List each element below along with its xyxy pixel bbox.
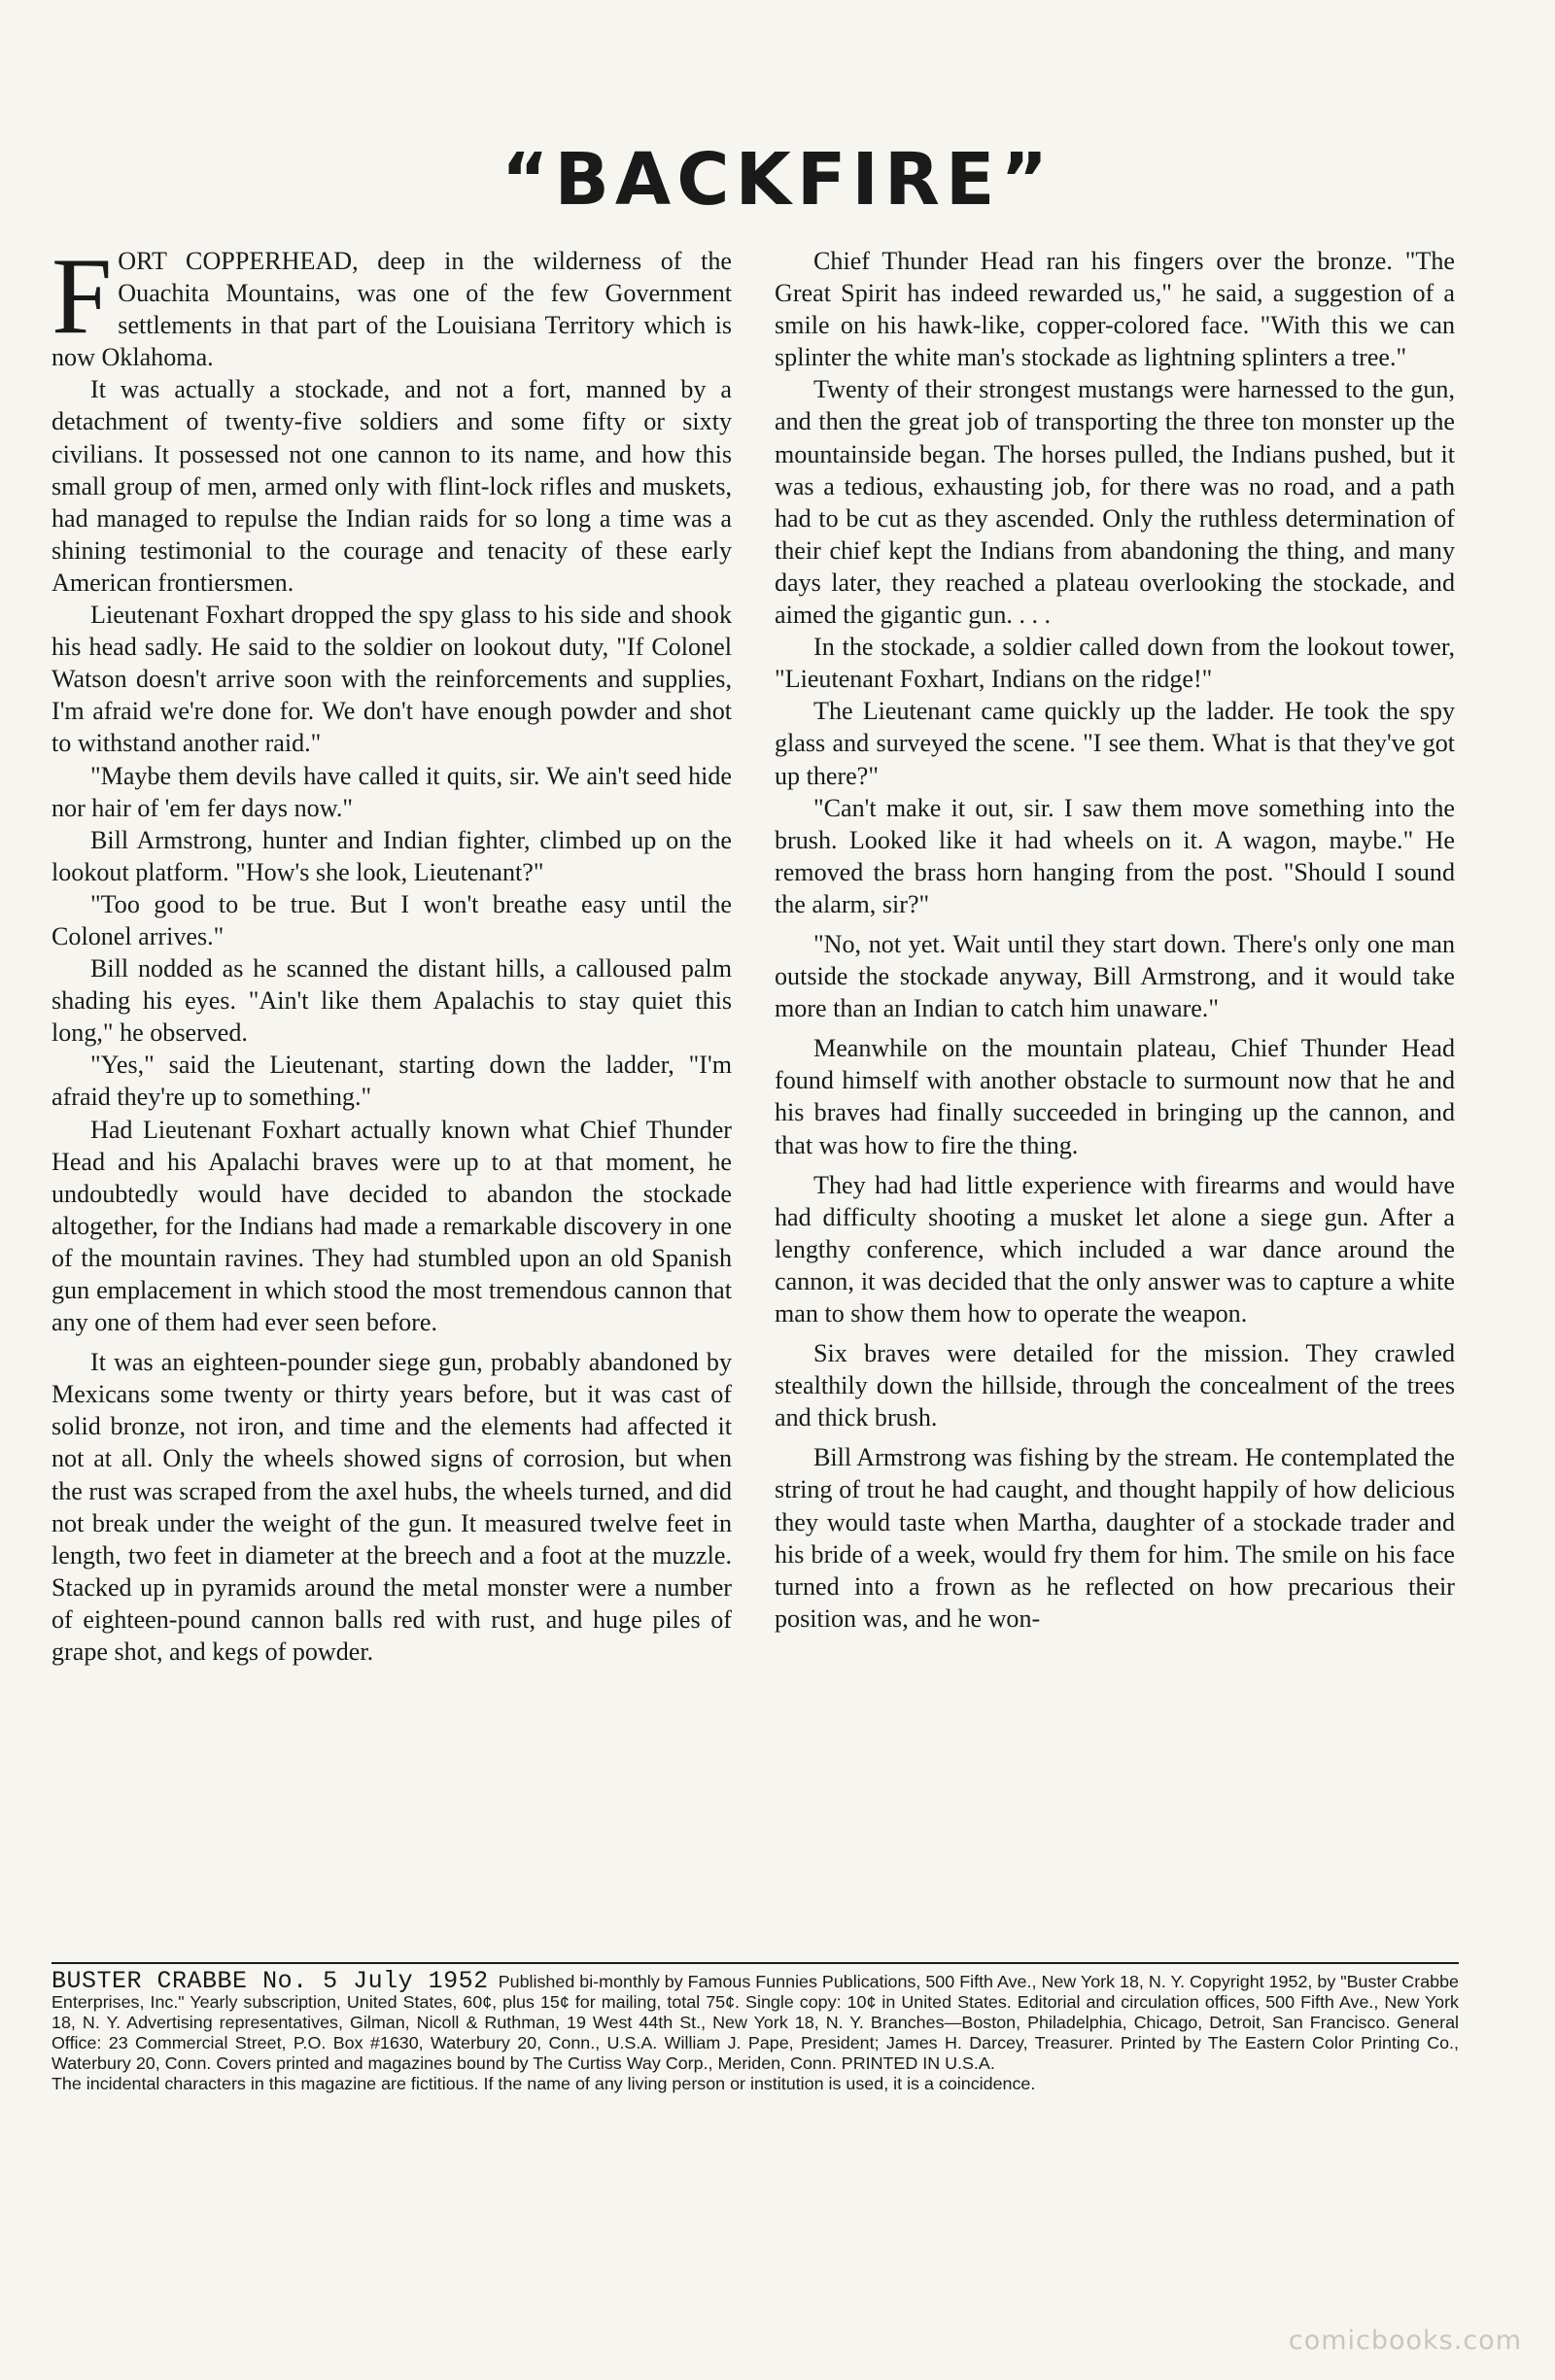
paragraph: They had had little experience with firearms and would have had difficulty shooting a musket let alone a siege gun. After a lengthy conference, which included a war dance around the cannon, it was decided that the only answer was to capture a white man to show them how to operate the weapon. [775, 1170, 1455, 1328]
story-title: “BACKFIRE” [501, 138, 1054, 222]
right-column [775, 245, 1455, 1635]
paragraph: Had Lieutenant Foxhart actually known what Chief Thunder Head and his Apalachi braves were up to at that moment, he undoubtedly would have decided to abandon the stockade altogether, for the Indians had made a remarkable discovery in one of the mountain ravines. They had stumbled upon an old Spanish gun emplacement in which stood the most tremendous cannon that any one of them had ever seen before. [52, 1115, 732, 1337]
site-watermark: comicbooks.com [1288, 2326, 1522, 2356]
paragraph: Bill Armstrong was fishing by the stream. He contemplated the string of trout he had caught, and thought happily of how delicious they would taste when Martha, daughter of a stockade trader and his bride of a week, would fry them for him. The smile on his face turned into a frown as he reflected on how precarious their position was, and he won- [775, 1443, 1455, 1633]
paragraph: Bill Armstrong, hunter and Indian fighter, climbed up on the lookout platform. "How's she look, Lieutenant?" [52, 825, 732, 886]
paragraph: "Yes," said the Lieutenant, starting down the ladder, "I'm afraid they're up to something." [52, 1051, 732, 1112]
paragraph: The Lieutenant came quickly up the ladder. He took the spy glass and surveyed the scene. "I see them. What is that they've got up there?" [775, 697, 1455, 790]
paragraph: It was actually a stockade, and not a fort, manned by a detachment of twenty-five soldiers and some fifty or sixty civilians. It possessed not one cannon to its name, and how this small group of men, armed only with flint-lock rifles and muskets, had managed to repulse the Indian raids for so long a time was a shining testimonial to the courage and tenacity of these early American frontiersmen. [52, 375, 732, 597]
publication-footer [52, 1967, 1459, 2094]
paragraph [52, 236, 732, 373]
masthead: BUSTER CRABBE No. 5 July 1952 [52, 1967, 489, 1995]
paragraph: It was an eighteen-pounder siege gun, probably abandoned by Mexicans some twenty or thirty years before, but it was cast of solid bronze, not iron, and time and the elements had affected it not at all. Only the wheels showed signs of corrosion, but when the rust was scraped from the axel hubs, the wheels turned, and did not break under the weight of the gun. It measured twelve feet in length, two feet in diameter at the breech and a foot at the muzzle. Stacked up in pyramids around the metal monster were a number of eighteen-pound cannon balls red with rust, and huge piles of grape shot, and kegs of powder. [52, 1348, 732, 1667]
paragraph: "Can't make it out, sir. I saw them move something into the brush. Looked like it had wheels on it. A wagon, maybe." He removed the brass horn hanging from the post. "Should I sound the alarm, sir?" [775, 793, 1455, 918]
paragraph: Twenty of their strongest mustangs were harnessed to the gun, and then the great job of transporting the three ton monster up the mountainside began. The horses pulled, the Indians pushed, but it was a tedious, exhausting job, for there was no road, and a path had to be cut as they ascended. Only the ruthless determination of their chief kept the Indians from abandoning the thing, and many days later, they reached a plateau overlooking the stockade, and aimed the gigantic gun. . . . [775, 375, 1455, 630]
paragraph-text: ORT COPPERHEAD, deep in the wilderness of the Ouachita Mountains, was one of the few Government settlements in that part of the Louisiana Territory which is now Oklahoma. [52, 247, 732, 372]
paragraph: "Maybe them devils have called it quits, sir. We ain't seed hide nor hair of 'em fer days now." [52, 761, 732, 822]
publication-info: Published bi-monthly by Famous Funnies Publications, 500 Fifth Ave., New York 18, N. Y. Copyright 1952, by "Buster Crabbe Enterprises, Inc." Yearly subscription, United States, 60¢, plus 15¢ for mailing, total 75¢. Single copy: 10¢ in United States. Editorial and circulation offices, 500 Fifth Ave., New York 18, N. Y. Advertising representatives, Gilman, Nicoll & Ruthman, 19 West 44th St., New York 18, N. Y. Branches—Boston, Philadelphia, Chicago, Detroit, San Francisco. General Office: 23 Commercial Street, P.O. Box #1630, Waterbury 20, Conn., U.S.A. William J. Pape, President; James H. Darcey, Treasurer. Printed by The Eastern Color Printing Co., Waterbury 20, Conn. Covers printed and magazines bound by The Curtiss Way Corp., Meriden, Conn. PRINTED IN U.S.A. [52, 1972, 1459, 2073]
paragraph: "No, not yet. Wait until they start down. There's only one man outside the stockade anyway, Bill Armstrong, and it would take more than an Indian to catch him unaware." [775, 929, 1455, 1023]
drop-cap: F [52, 236, 113, 357]
paragraph: Bill nodded as he scanned the distant hills, a calloused palm shading his eyes. "Ain't like them Apalachis to stay quiet this long," he observed. [52, 954, 732, 1048]
indicia [52, 1967, 1459, 2074]
paragraph: Meanwhile on the mountain plateau, Chief Thunder Head found himself with another obstacle to surmount now that he and his braves had finally succeeded in bringing up the cannon, and that was how to fire the thing. [775, 1034, 1455, 1159]
paragraph: Lieutenant Foxhart dropped the spy glass to his side and shook his head sadly. He said to the soldier on lookout duty, "If Colonel Watson doesn't arrive soon with the reinforcements and supplies, I'm afraid we're done for. We don't have enough powder and shot to withstand another raid." [52, 601, 732, 758]
left-column [52, 236, 732, 1668]
footer-divider [52, 1962, 1459, 1964]
paragraph: In the stockade, a soldier called down from the lookout tower, "Lieutenant Foxhart, Indians on the ridge!" [775, 633, 1455, 694]
paragraph: Six braves were detailed for the mission. They crawled stealthily down the hillside, through the concealment of the trees and thick brush. [775, 1339, 1455, 1432]
paragraph: "Too good to be true. But I won't breathe easy until the Colonel arrives." [52, 889, 732, 950]
disclaimer: The incidental characters in this magazine are fictitious. If the name of any living person or institution is used, it is a coincidence. [52, 2074, 1036, 2093]
paragraph: Chief Thunder Head ran his fingers over the bronze. "The Great Spirit has indeed rewarded us," he said, a suggestion of a smile on his hawk-like, copper-colored face. "With this we can splinter the white man's stockade as lightning splinters a tree." [775, 247, 1455, 372]
